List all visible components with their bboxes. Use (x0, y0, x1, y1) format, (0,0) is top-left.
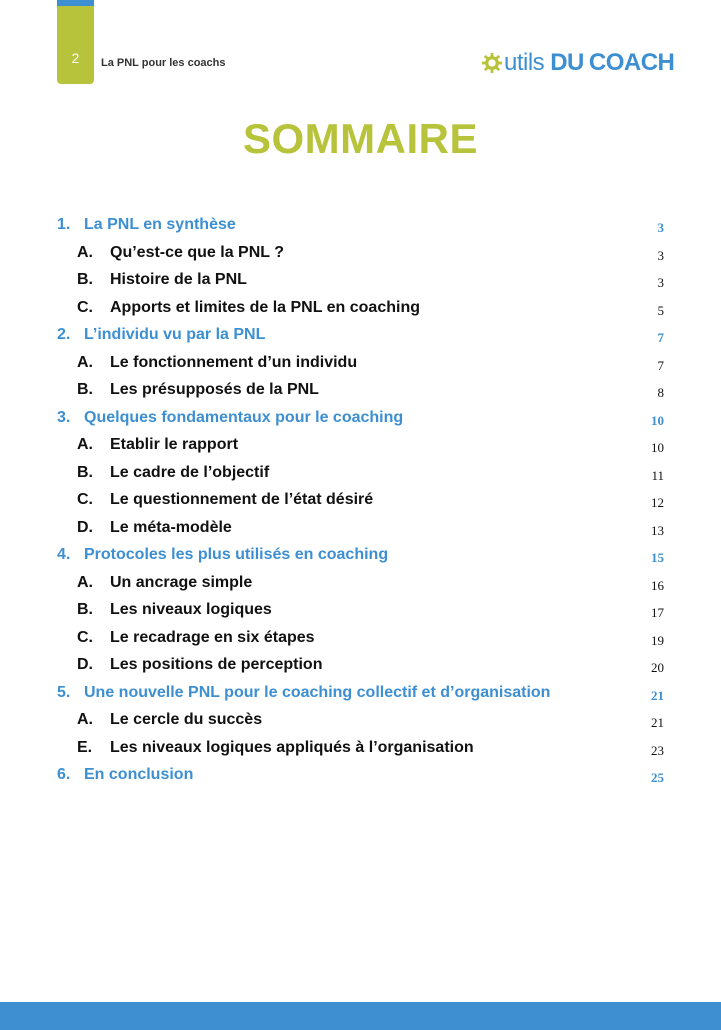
toc-page-number: 19 (651, 632, 664, 648)
toc-chapter[interactable] (57, 322, 664, 350)
toc-entry-label (77, 381, 319, 399)
toc-entry-number: C. (77, 628, 93, 646)
toc-page-number: 25 (651, 770, 664, 785)
toc-page-number: 3 (657, 247, 664, 263)
toc-chapter[interactable] (57, 405, 664, 433)
toc-entry-number: 6. (57, 766, 71, 783)
toc-entry-title: Le questionnement de l’état désiré (110, 491, 374, 508)
toc-section[interactable] (57, 432, 664, 460)
toc-entry-number: D. (77, 656, 93, 673)
toc-entry-label (57, 216, 236, 234)
toc-entry-number: 1. (57, 216, 71, 233)
toc-entry-number: E. (77, 738, 93, 756)
toc-entry-title: Histoire de la PNL (110, 271, 247, 288)
toc-entry-label (77, 299, 420, 317)
toc-page-number: 5 (657, 302, 664, 318)
toc-entry-title: Les niveaux logiques appliqués à l’organisation (110, 738, 474, 756)
toc-entry-number: A. (77, 243, 93, 261)
logo-text-utils: utils (504, 49, 545, 76)
toc-entry-number: 3. (57, 408, 71, 426)
toc-page-number: 8 (657, 385, 664, 400)
toc-entry-label (77, 271, 247, 289)
toc-entry-number: A. (77, 573, 93, 591)
toc-page-number: 10 (651, 440, 664, 455)
toc-entry-label (77, 739, 474, 757)
toc-entry-number: 4. (57, 546, 71, 563)
toc-entry-label (57, 684, 550, 702)
toc-entry-title: Les niveaux logiques (110, 601, 272, 618)
toc-entry-title: Protocoles les plus utilisés en coaching (84, 546, 389, 563)
toc-section[interactable] (57, 487, 664, 515)
toc-page-number: 11 (651, 467, 664, 483)
toc-entry-title: Les présupposés de la PNL (110, 381, 319, 398)
toc-section[interactable] (57, 350, 664, 378)
toc-page-number: 21 (651, 687, 664, 703)
toc-entry-title: Le cercle du succès (110, 711, 263, 728)
gear-icon (481, 52, 503, 74)
toc-entry-title: Le recadrage en six étapes (110, 628, 315, 646)
toc-page-number: 21 (651, 715, 664, 730)
toc-entry-number: B. (77, 381, 93, 398)
toc-page-number: 3 (657, 275, 664, 290)
page-tab-top-stripe (57, 0, 94, 6)
toc-chapter[interactable] (57, 680, 664, 708)
toc-page-number: 7 (657, 357, 664, 373)
toc-page-number: 17 (651, 605, 664, 620)
toc-entry-number: A. (77, 711, 93, 728)
toc-entry-number: 5. (57, 683, 71, 701)
toc-section[interactable] (57, 515, 664, 543)
toc-chapter[interactable] (57, 542, 664, 570)
toc-entry-title: L’individu vu par la PNL (84, 326, 266, 343)
logo-text-du: DU (550, 49, 584, 76)
toc-section[interactable] (57, 267, 664, 295)
toc-entry-number: 2. (57, 326, 71, 343)
toc-page-number: 7 (657, 330, 664, 345)
toc-entry-title: Une nouvelle PNL pour le coaching collectif et d’organisation (84, 683, 551, 701)
toc-entry-label (77, 464, 269, 482)
toc-page-number: 3 (657, 220, 664, 235)
toc-entry-title: Le méta-modèle (110, 518, 232, 536)
toc-entry-number: B. (77, 271, 93, 288)
toc-page-number: 20 (651, 660, 664, 675)
toc-entry-number: C. (77, 491, 93, 508)
toc-entry-title: Le fonctionnement d’un individu (110, 353, 358, 371)
toc-entry-title: Qu’est-ce que la PNL ? (110, 243, 284, 261)
toc-section[interactable] (57, 652, 664, 680)
footer-band (0, 1002, 721, 1030)
running-title: La PNL pour les coachs (101, 57, 226, 69)
toc-entry-title: Apports et limites de la PNL en coaching (110, 298, 420, 316)
toc-entry-number: D. (77, 518, 93, 536)
toc-entry-label (77, 656, 322, 674)
toc-section[interactable] (57, 377, 664, 405)
toc-section[interactable] (57, 597, 664, 625)
toc-section[interactable] (57, 240, 664, 268)
toc-entry-label (57, 409, 403, 427)
toc-entry-label (77, 354, 357, 372)
toc-entry-label (77, 629, 315, 647)
toc-entry-title: Un ancrage simple (110, 573, 253, 591)
toc-section[interactable] (57, 570, 664, 598)
toc-section[interactable] (57, 460, 664, 488)
toc-page-number: 12 (651, 495, 664, 510)
toc-page-number: 15 (651, 550, 664, 565)
toc-entry-number: A. (77, 353, 93, 371)
toc-page-number: 13 (651, 522, 664, 538)
toc-entry-label (57, 766, 193, 784)
toc-entry-number: A. (77, 436, 93, 453)
toc-page-number: 16 (651, 577, 664, 593)
toc-entry-label (77, 574, 252, 592)
toc-section[interactable] (57, 295, 664, 323)
toc-entry-number: C. (77, 298, 93, 316)
toc-entry-title: Etablir le rapport (110, 436, 239, 453)
toc-entry-label (57, 546, 388, 564)
toc-chapter[interactable] (57, 762, 664, 790)
page-tab (57, 0, 94, 84)
table-of-contents (57, 212, 664, 790)
toc-page-number: 10 (651, 412, 664, 428)
toc-entry-number: B. (77, 601, 93, 618)
toc-entry-title: Quelques fondamentaux pour le coaching (84, 408, 404, 426)
toc-section[interactable] (57, 625, 664, 653)
toc-entry-label (77, 244, 284, 262)
page-number: 2 (71, 50, 80, 66)
logo-text-coach: COACH (588, 49, 675, 76)
toc-entry-label (57, 326, 265, 344)
page-title: SOMMAIRE (243, 115, 478, 162)
toc-entry-label (77, 436, 238, 454)
toc-entry-label (77, 491, 373, 509)
toc-entry-title: En conclusion (84, 766, 194, 783)
toc-entry-label (77, 711, 262, 729)
toc-entry-number: B. (77, 463, 93, 481)
toc-entry-title: Le cadre de l’objectif (110, 463, 270, 481)
toc-chapter[interactable] (57, 212, 664, 240)
toc-entry-title: Les positions de perception (110, 656, 323, 673)
toc-entry-title: La PNL en synthèse (84, 216, 236, 233)
toc-entry-label (77, 601, 272, 619)
toc-entry-label (77, 519, 232, 537)
toc-section[interactable] (57, 735, 664, 763)
logo (481, 46, 674, 80)
toc-page-number: 23 (651, 742, 664, 758)
toc-section[interactable] (57, 707, 664, 735)
